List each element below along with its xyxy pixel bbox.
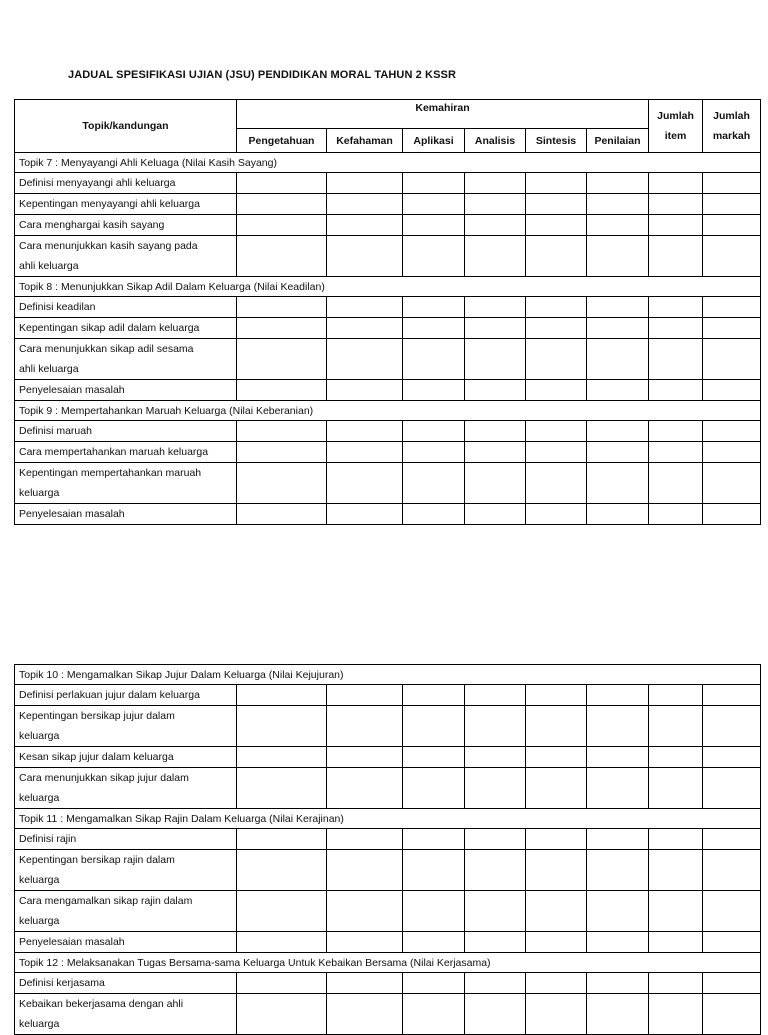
empty-cell (465, 747, 526, 768)
empty-cell (327, 504, 403, 525)
empty-cell (587, 932, 649, 953)
empty-cell (237, 706, 327, 747)
empty-cell (327, 850, 403, 891)
header-skill: Kefahaman (327, 129, 403, 153)
empty-cell (649, 463, 703, 504)
table-row (15, 421, 761, 442)
empty-cell (327, 685, 403, 706)
content-label-line: Cara mengamalkan sikap rajin dalam (19, 895, 193, 907)
empty-cell (526, 236, 587, 277)
empty-cell (465, 421, 526, 442)
empty-cell (237, 421, 327, 442)
content-label-line: keluarga (19, 487, 60, 499)
empty-cell (649, 297, 703, 318)
table-row (15, 891, 761, 932)
empty-cell (649, 421, 703, 442)
empty-cell (526, 891, 587, 932)
empty-cell (703, 685, 761, 706)
topic-row (15, 953, 761, 973)
header-skill: Sintesis (526, 129, 587, 153)
empty-cell (703, 504, 761, 525)
empty-cell (237, 173, 327, 194)
empty-cell (526, 463, 587, 504)
empty-cell (587, 685, 649, 706)
empty-cell (465, 194, 526, 215)
table-row (15, 685, 761, 706)
empty-cell (465, 706, 526, 747)
empty-cell (237, 297, 327, 318)
header-jumlah-markah-line1: Jumlah (713, 110, 750, 122)
empty-cell (327, 339, 403, 380)
jsu-table-page-1 (14, 99, 761, 525)
document-title: JADUAL SPESIFIKASI UJIAN (JSU) PENDIDIKAN MORAL TAHUN 2 KSSR (68, 69, 456, 81)
empty-cell (465, 768, 526, 809)
empty-cell (587, 215, 649, 236)
jsu-table-page-2 (14, 664, 761, 1035)
empty-cell (237, 891, 327, 932)
empty-cell (587, 194, 649, 215)
content-label (15, 339, 237, 380)
empty-cell (237, 850, 327, 891)
table-row (15, 994, 761, 1035)
topic-row (15, 277, 761, 297)
table-body (15, 153, 761, 525)
empty-cell (465, 318, 526, 339)
empty-cell (526, 973, 587, 994)
empty-cell (526, 504, 587, 525)
empty-cell (327, 236, 403, 277)
empty-cell (587, 463, 649, 504)
empty-cell (403, 318, 465, 339)
empty-cell (327, 891, 403, 932)
empty-cell (465, 850, 526, 891)
empty-cell (327, 194, 403, 215)
empty-cell (587, 706, 649, 747)
table-row (15, 236, 761, 277)
empty-cell (403, 463, 465, 504)
content-label (15, 421, 237, 442)
empty-cell (649, 380, 703, 401)
empty-cell (526, 768, 587, 809)
empty-cell (649, 318, 703, 339)
empty-cell (465, 380, 526, 401)
empty-cell (403, 994, 465, 1035)
content-label-line: keluarga (19, 792, 60, 804)
content-label-line: Cara mempertahankan maruah keluarga (19, 446, 209, 458)
empty-cell (403, 829, 465, 850)
empty-cell (587, 768, 649, 809)
table-row (15, 297, 761, 318)
header-skill: Penilaian (587, 129, 649, 153)
empty-cell (526, 829, 587, 850)
empty-cell (649, 994, 703, 1035)
content-label (15, 706, 237, 747)
content-label-line: Kepentingan bersikap jujur dalam (19, 710, 175, 722)
empty-cell (403, 339, 465, 380)
empty-cell (703, 194, 761, 215)
header-jumlah-markah (703, 100, 761, 153)
empty-cell (465, 236, 526, 277)
empty-cell (587, 297, 649, 318)
content-label-line: Penyelesaian masalah (19, 384, 125, 396)
empty-cell (649, 891, 703, 932)
empty-cell (587, 173, 649, 194)
empty-cell (237, 380, 327, 401)
empty-cell (649, 236, 703, 277)
empty-cell (526, 215, 587, 236)
table-row (15, 318, 761, 339)
content-label (15, 504, 237, 525)
topic-title: Topik 9 : Mempertahankan Maruah Keluarga (Nilai Keberanian) (15, 401, 761, 421)
topic-title: Topik 10 : Mengamalkan Sikap Jujur Dalam Keluarga (Nilai Kejujuran) (15, 665, 761, 685)
empty-cell (703, 236, 761, 277)
topic-title: Topik 11 : Mengamalkan Sikap Rajin Dalam Keluarga (Nilai Kerajinan) (15, 809, 761, 829)
empty-cell (703, 706, 761, 747)
content-label (15, 297, 237, 318)
content-label (15, 768, 237, 809)
empty-cell (649, 850, 703, 891)
topic-row (15, 153, 761, 173)
empty-cell (327, 973, 403, 994)
empty-cell (237, 194, 327, 215)
empty-cell (587, 994, 649, 1035)
empty-cell (587, 829, 649, 850)
content-label (15, 215, 237, 236)
empty-cell (327, 318, 403, 339)
empty-cell (327, 932, 403, 953)
content-label (15, 236, 237, 277)
empty-cell (703, 891, 761, 932)
content-label-line: Definisi kerjasama (19, 977, 105, 989)
empty-cell (649, 442, 703, 463)
content-label-line: Penyelesaian masalah (19, 936, 125, 948)
empty-cell (587, 236, 649, 277)
empty-cell (587, 504, 649, 525)
empty-cell (703, 932, 761, 953)
empty-cell (587, 973, 649, 994)
content-label (15, 829, 237, 850)
content-label (15, 850, 237, 891)
content-label-line: Definisi menyayangi ahli keluarga (19, 177, 176, 189)
empty-cell (237, 973, 327, 994)
content-label (15, 685, 237, 706)
content-label-line: ahli keluarga (19, 363, 79, 375)
empty-cell (403, 932, 465, 953)
empty-cell (526, 706, 587, 747)
empty-cell (465, 829, 526, 850)
empty-cell (237, 215, 327, 236)
empty-cell (403, 421, 465, 442)
content-label (15, 973, 237, 994)
empty-cell (526, 339, 587, 380)
empty-cell (327, 442, 403, 463)
topic-title: Topik 12 : Melaksanakan Tugas Bersama-sama Keluarga Untuk Kebaikan Bersama (Nilai Kerjasama) (15, 953, 761, 973)
empty-cell (465, 973, 526, 994)
table-row (15, 932, 761, 953)
empty-cell (703, 339, 761, 380)
empty-cell (649, 173, 703, 194)
empty-cell (526, 747, 587, 768)
empty-cell (703, 829, 761, 850)
empty-cell (526, 194, 587, 215)
table-row (15, 194, 761, 215)
content-label-line: Cara menghargai kasih sayang (19, 219, 165, 231)
content-label (15, 891, 237, 932)
content-label-line: Definisi maruah (19, 425, 92, 437)
header-topik: Topik/kandungan (15, 100, 237, 153)
empty-cell (587, 891, 649, 932)
content-label (15, 994, 237, 1035)
empty-cell (587, 339, 649, 380)
empty-cell (703, 994, 761, 1035)
content-label-line: Cara menunjukkan sikap jujur dalam (19, 772, 189, 784)
content-label-line: Definisi keadilan (19, 301, 96, 313)
empty-cell (237, 685, 327, 706)
empty-cell (403, 891, 465, 932)
topic-title: Topik 7 : Menyayangi Ahli Keluaga (Nilai Kasih Sayang) (15, 153, 761, 173)
empty-cell (526, 850, 587, 891)
content-label (15, 194, 237, 215)
empty-cell (703, 973, 761, 994)
empty-cell (649, 504, 703, 525)
empty-cell (237, 236, 327, 277)
empty-cell (403, 706, 465, 747)
empty-cell (327, 994, 403, 1035)
empty-cell (403, 747, 465, 768)
table-row (15, 380, 761, 401)
empty-cell (465, 297, 526, 318)
table-body (15, 665, 761, 1035)
empty-cell (649, 339, 703, 380)
content-label-line: Kepentingan bersikap rajin dalam (19, 854, 175, 866)
empty-cell (703, 215, 761, 236)
table-row (15, 706, 761, 747)
empty-cell (237, 318, 327, 339)
content-label-line: Cara menunjukkan kasih sayang pada (19, 240, 198, 252)
empty-cell (526, 994, 587, 1035)
content-label-line: Kepentingan mempertahankan maruah (19, 467, 202, 479)
empty-cell (526, 421, 587, 442)
empty-cell (403, 504, 465, 525)
content-label-line: Definisi perlakuan jujur dalam keluarga (19, 689, 200, 701)
empty-cell (327, 463, 403, 504)
empty-cell (703, 850, 761, 891)
empty-cell (526, 442, 587, 463)
empty-cell (237, 829, 327, 850)
empty-cell (703, 421, 761, 442)
empty-cell (703, 768, 761, 809)
empty-cell (703, 463, 761, 504)
empty-cell (403, 297, 465, 318)
empty-cell (587, 747, 649, 768)
empty-cell (587, 318, 649, 339)
content-label-line: Definisi rajin (19, 833, 77, 845)
table-row (15, 829, 761, 850)
topic-row (15, 809, 761, 829)
empty-cell (465, 442, 526, 463)
empty-cell (403, 215, 465, 236)
table-row (15, 768, 761, 809)
empty-cell (237, 442, 327, 463)
content-label-line: ahli keluarga (19, 260, 79, 272)
empty-cell (237, 994, 327, 1035)
empty-cell (465, 339, 526, 380)
empty-cell (237, 747, 327, 768)
empty-cell (327, 421, 403, 442)
content-label (15, 318, 237, 339)
content-label-line: Penyelesaian masalah (19, 508, 125, 520)
content-label (15, 173, 237, 194)
empty-cell (237, 504, 327, 525)
empty-cell (587, 442, 649, 463)
empty-cell (327, 380, 403, 401)
content-label-line: keluarga (19, 730, 60, 742)
empty-cell (587, 850, 649, 891)
header-jumlah-item-line1: Jumlah (657, 110, 694, 122)
empty-cell (327, 297, 403, 318)
empty-cell (526, 685, 587, 706)
empty-cell (465, 994, 526, 1035)
empty-cell (465, 504, 526, 525)
content-label-line: keluarga (19, 915, 60, 927)
empty-cell (237, 339, 327, 380)
header-skill: Analisis (465, 129, 526, 153)
empty-cell (465, 463, 526, 504)
content-label (15, 463, 237, 504)
empty-cell (403, 194, 465, 215)
content-label (15, 932, 237, 953)
empty-cell (649, 706, 703, 747)
content-label-line: keluarga (19, 1018, 60, 1030)
empty-cell (403, 973, 465, 994)
empty-cell (327, 768, 403, 809)
empty-cell (526, 173, 587, 194)
empty-cell (465, 685, 526, 706)
table-row (15, 850, 761, 891)
content-label (15, 747, 237, 768)
empty-cell (703, 318, 761, 339)
empty-cell (649, 685, 703, 706)
empty-cell (649, 215, 703, 236)
topic-title: Topik 8 : Menunjukkan Sikap Adil Dalam Keluarga (Nilai Keadilan) (15, 277, 761, 297)
content-label-line: keluarga (19, 874, 60, 886)
empty-cell (465, 215, 526, 236)
header-kemahiran: Kemahiran (237, 100, 649, 129)
empty-cell (465, 932, 526, 953)
header-jumlah-markah-line2: markah (712, 130, 751, 142)
header-skill: Pengetahuan (237, 129, 327, 153)
empty-cell (703, 747, 761, 768)
topic-row (15, 665, 761, 685)
content-label (15, 380, 237, 401)
header-skill: Aplikasi (403, 129, 465, 153)
empty-cell (587, 421, 649, 442)
empty-cell (327, 829, 403, 850)
empty-cell (526, 297, 587, 318)
header-jumlah-item (649, 100, 703, 153)
header-jumlah-item-line2: item (664, 130, 687, 142)
empty-cell (403, 442, 465, 463)
empty-cell (237, 768, 327, 809)
empty-cell (403, 768, 465, 809)
content-label-line: Cara menunjukkan sikap adil sesama (19, 343, 194, 355)
empty-cell (526, 380, 587, 401)
empty-cell (703, 380, 761, 401)
empty-cell (649, 194, 703, 215)
empty-cell (649, 829, 703, 850)
empty-cell (465, 173, 526, 194)
empty-cell (403, 380, 465, 401)
empty-cell (703, 297, 761, 318)
empty-cell (703, 442, 761, 463)
content-label-line: Kepentingan sikap adil dalam keluarga (19, 322, 200, 334)
empty-cell (649, 768, 703, 809)
empty-cell (587, 380, 649, 401)
empty-cell (465, 891, 526, 932)
empty-cell (327, 747, 403, 768)
table-row (15, 463, 761, 504)
empty-cell (237, 932, 327, 953)
empty-cell (649, 747, 703, 768)
content-label-line: Kesan sikap jujur dalam keluarga (19, 751, 174, 763)
empty-cell (327, 173, 403, 194)
content-label-line: Kepentingan menyayangi ahli keluarga (19, 198, 200, 210)
empty-cell (327, 706, 403, 747)
empty-cell (403, 236, 465, 277)
table-row (15, 973, 761, 994)
empty-cell (703, 173, 761, 194)
table-row (15, 215, 761, 236)
empty-cell (649, 973, 703, 994)
empty-cell (526, 932, 587, 953)
empty-cell (327, 215, 403, 236)
topic-row (15, 401, 761, 421)
empty-cell (403, 850, 465, 891)
empty-cell (237, 463, 327, 504)
empty-cell (403, 173, 465, 194)
empty-cell (403, 685, 465, 706)
table-row (15, 747, 761, 768)
empty-cell (649, 932, 703, 953)
content-label (15, 442, 237, 463)
table-row (15, 173, 761, 194)
empty-cell (526, 318, 587, 339)
table-row (15, 339, 761, 380)
content-label-line: Kebaikan bekerjasama dengan ahli (19, 998, 184, 1010)
table-row (15, 504, 761, 525)
table-row (15, 442, 761, 463)
